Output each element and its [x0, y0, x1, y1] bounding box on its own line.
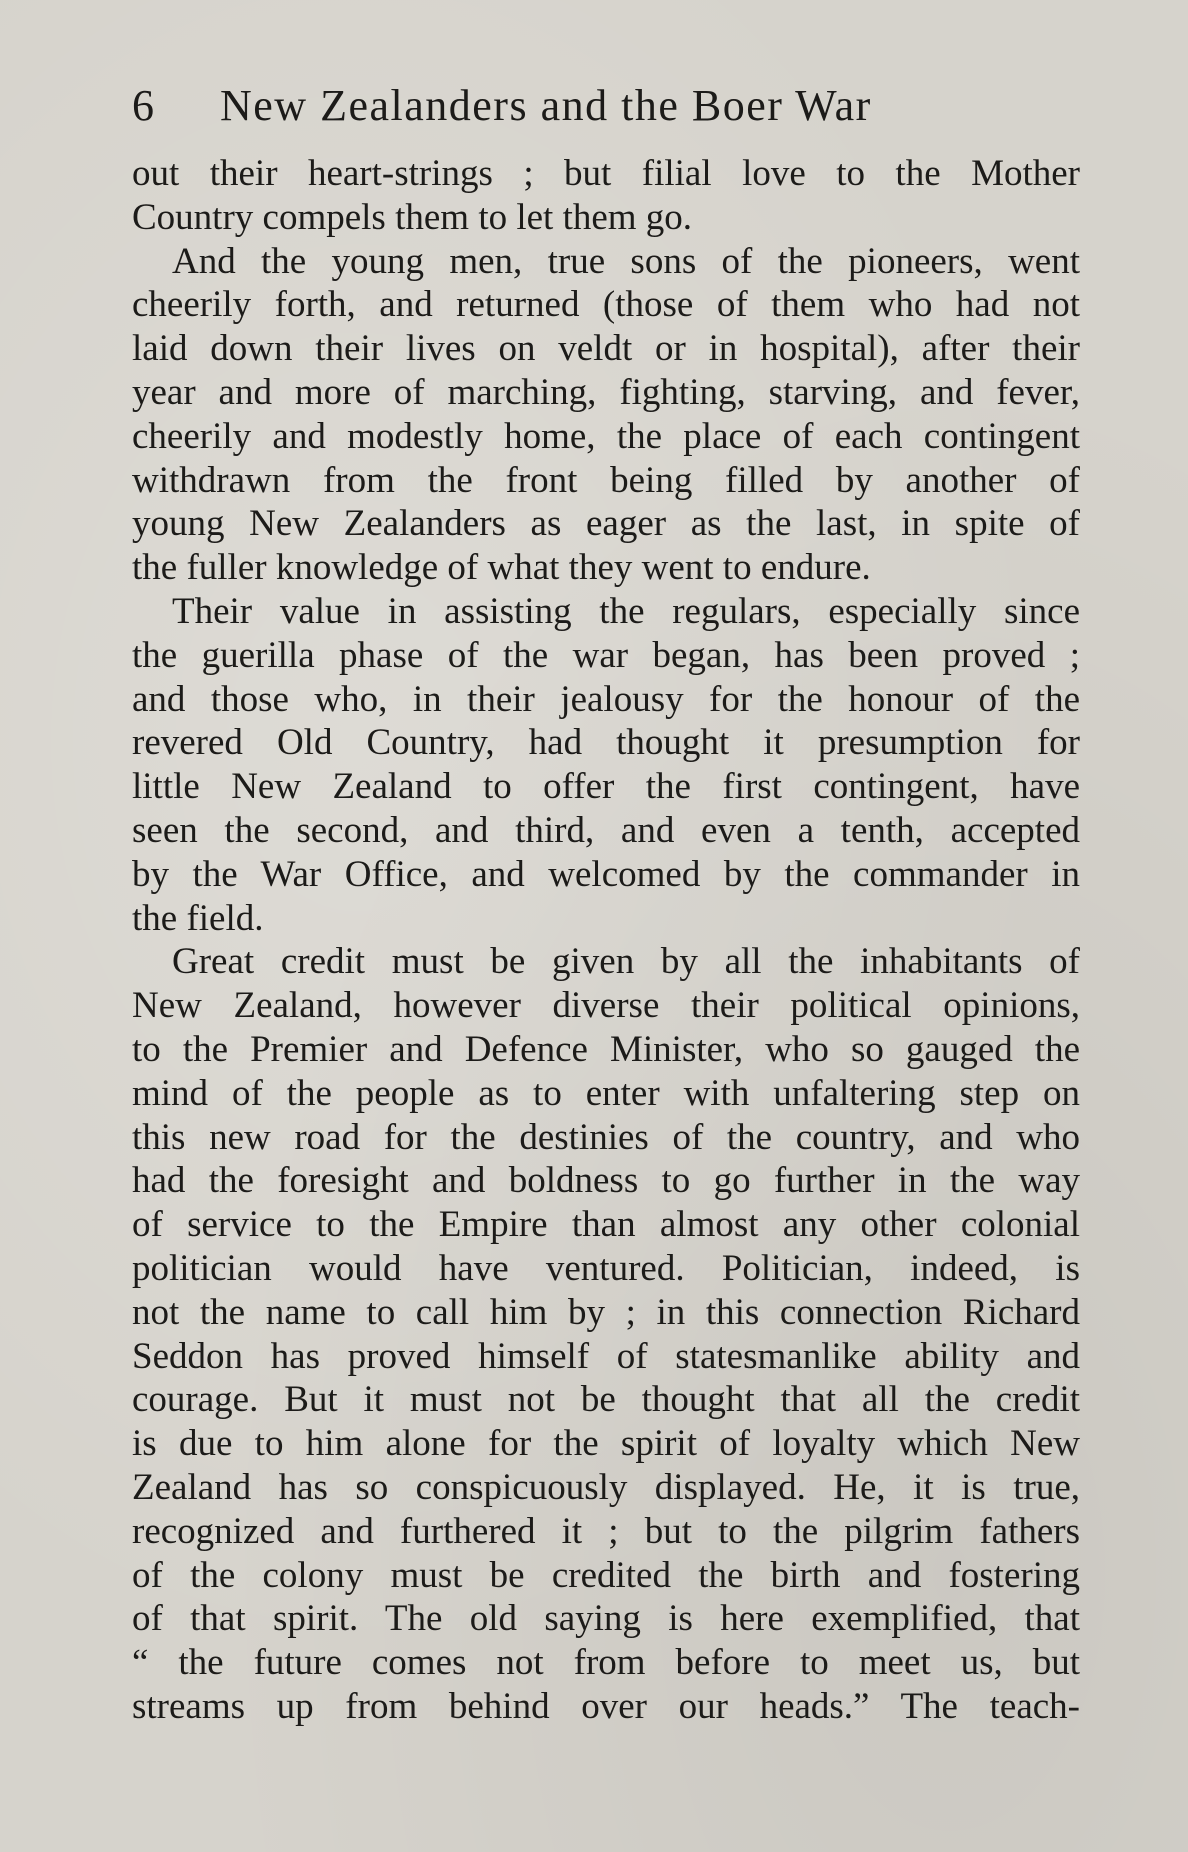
text-line: is due to him alone for the spirit of loyalty which New [132, 1423, 1080, 1465]
text-line: young New Zealanders as eager as the last, in spite of [132, 503, 1080, 545]
text-line: of that spirit. The old saying is here exemplified, that [132, 1598, 1080, 1640]
text-line: Country compels them to let them go. [132, 196, 693, 238]
text-line: of the colony must be credited the birth and fostering [132, 1554, 1080, 1596]
text-line: to the Premier and Defence Minister, who so gauged the [132, 1028, 1080, 1070]
text-line: this new road for the destinies of the country, and who [132, 1116, 1080, 1158]
text-line: revered Old Country, had thought it presumption for [132, 722, 1080, 764]
text-line: little New Zealand to offer the first contingent, have [132, 766, 1080, 808]
running-head [132, 78, 1000, 134]
book-title: New Zealanders and the Boer War [220, 81, 872, 130]
text-line: withdrawn from the front being filled by another of [132, 459, 1080, 501]
text-line: seen the second, and third, and even a tenth, accepted [132, 809, 1080, 851]
text-line: year and more of marching, fighting, starving, and fever, [132, 371, 1080, 413]
text-line: Seddon has proved himself of statesmanlike ability and [132, 1335, 1080, 1377]
text-line: New Zealand, however diverse their political opinions, [132, 985, 1080, 1027]
text-line: recognized and furthered it ; but to the pilgrim fathers [132, 1510, 1080, 1552]
text-line: Zealand has so conspicuously displayed. He, it is true, [132, 1466, 1080, 1508]
text-line: the fuller knowledge of what they went to endure. [132, 547, 871, 589]
text-line: “ the future comes not from before to meet us, but [132, 1642, 1080, 1684]
text-line: cheerily and modestly home, the place of each contingent [132, 415, 1080, 457]
text-line: of service to the Empire than almost any other colonial [132, 1204, 1080, 1246]
text-line: had the foresight and boldness to go further in the way [132, 1160, 1080, 1202]
paragraph-first-line: Great credit must be given by all the inhabitants of [172, 941, 1080, 983]
text-line: cheerily forth, and returned (those of them who had not [132, 284, 1080, 326]
text-line: by the War Office, and welcomed by the commander in [132, 853, 1080, 895]
paragraph-first-line: Their value in assisting the regulars, especially since [172, 590, 1080, 632]
text-line: politician would have ventured. Politician, indeed, is [132, 1247, 1080, 1289]
page-number: 6 [132, 81, 156, 130]
text-line: mind of the people as to enter with unfaltering step on [132, 1072, 1080, 1114]
text-line: the field. [132, 897, 264, 939]
text-line: laid down their lives on veldt or in hospital), after their [132, 328, 1080, 370]
text-line: not the name to call him by ; in this connection Richard [132, 1291, 1080, 1333]
paragraph-first-line: And the young men, true sons of the pioneers, went [172, 240, 1080, 282]
body-text [132, 152, 1080, 1729]
text-line: courage. But it must not be thought that all the credit [132, 1379, 1080, 1421]
text-line: out their heart-strings ; but filial love to the Mother [132, 153, 1080, 194]
text-line: the guerilla phase of the war began, has been proved ; [132, 634, 1080, 676]
text-line: streams up from behind over our heads.” The teach- [132, 1685, 1080, 1727]
text-line: and those who, in their jealousy for the honour of the [132, 678, 1080, 720]
